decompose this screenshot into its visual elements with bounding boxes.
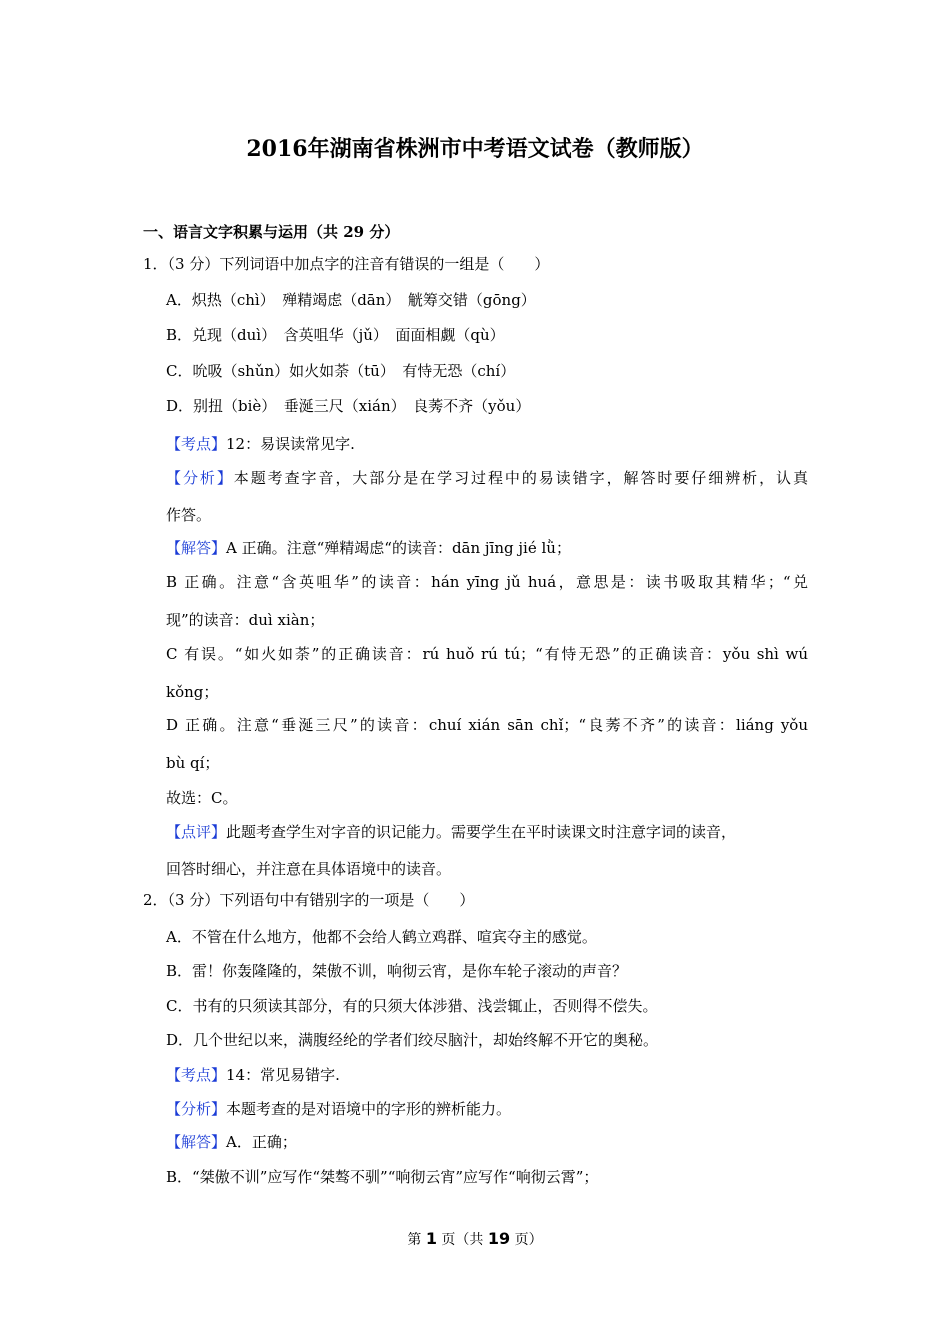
q2-kaodian — [166, 1062, 340, 1088]
page-title: 2016年湖南省株洲市中考语文试卷（教师版） — [246, 136, 704, 162]
q1-jieda-line2: B 正确。注意“含英咀华”的读音：hán yīng jǔ huá，意思是：读书吸取其精华；“兑 — [166, 573, 808, 591]
q1-option-b: B．兑现（duì） 含英咀华（jǔ） 面面相觑（qù） — [166, 326, 505, 344]
kaodian-tag: 【考点】 — [166, 1066, 227, 1084]
footer-middle: 页（共 — [436, 1232, 488, 1248]
q1-jieda-line5: kǒng； — [166, 683, 219, 701]
q2-option-b: B．雷！你轰隆隆的，桀傲不训，响彻云宵，是你车轮子滚动的声音？ — [166, 962, 628, 980]
q2-jieda — [166, 1129, 297, 1155]
q1-dianping-cont: 回答时细心，并注意在具体语境中的读音。 — [166, 860, 452, 878]
q1-stem: 1．（3 分）下列词语中加点字的注音有错误的一组是（ ） — [143, 255, 550, 273]
q1-jieda-line7: bù qí； — [166, 754, 220, 772]
q2-option-c: C．书有的只须读其部分，有的只须大体涉猎、浅尝辄止，否则得不偿失。 — [166, 997, 658, 1015]
q1-option-c: C．吮吸（shǔn）如火如荼（tū） 有恃无恐（chí） — [166, 362, 516, 380]
page-footer — [0, 1226, 950, 1253]
dianping-tag: 【点评】 — [166, 823, 227, 841]
jieda-tag: 【解答】 — [166, 539, 227, 557]
q2-fenxi — [166, 1096, 511, 1122]
fenxi-text: 本题考查的是对语境中的字形的辨析能力。 — [226, 1100, 512, 1118]
footer-prefix: 第 — [407, 1232, 426, 1248]
footer-suffix: 页） — [510, 1232, 543, 1248]
q2-jieda-line2: B．“桀傲不训”应写作“桀骜不驯”“响彻云宵”应写作“响彻云霄”； — [166, 1168, 599, 1186]
fenxi-tag: 【分析】 — [166, 469, 234, 487]
q1-answer: 故选：C。 — [166, 789, 238, 807]
q1-fenxi-cont: 作答。 — [166, 506, 212, 524]
q1-jieda-line4: C 有误。“如火如荼”的正确读音：rú huǒ rú tú；“有恃无恐”的正确读音：yǒu shì wú — [166, 645, 808, 663]
dianping-text: 此题考查学生对字音的识记能力。需要学生在平时读课文时注意字词的读音， — [226, 823, 737, 841]
q1-jieda — [166, 535, 571, 561]
q1-dianping — [166, 819, 736, 845]
q2-stem: 2．（3 分）下列语句中有错别字的一项是（ ） — [143, 891, 475, 909]
q1-fenxi — [166, 465, 808, 491]
q2-option-a: A．不管在什么地方，他都不会给人鹤立鸡群、喧宾夺主的感觉。 — [166, 928, 597, 946]
fenxi-tag: 【分析】 — [166, 1100, 227, 1118]
jieda-tag: 【解答】 — [166, 1133, 227, 1151]
q1-option-a: A．炽热（chì） 殚精竭虑（dān） 觥筹交错（gōng） — [166, 291, 536, 309]
q1-option-d: D．别扭（biè） 垂涎三尺（xián） 良莠不齐（yǒu） — [166, 397, 531, 415]
page-number: 1 — [425, 1229, 437, 1248]
q1-jieda-line3: 现”的读音：duì xiàn； — [166, 611, 325, 629]
q1-kaodian — [166, 431, 355, 457]
kaodian-tag: 【考点】 — [166, 435, 227, 453]
page-total: 19 — [487, 1229, 511, 1248]
jieda-text: A 正确。注意“殚精竭虑“的读音：dān jīng jié lǜ； — [226, 539, 571, 557]
kaodian-text: 12：易误读常见字. — [226, 435, 355, 453]
section-heading: 一、语言文字积累与运用（共 29 分） — [143, 223, 400, 241]
fenxi-text: 本题考查字音，大部分是在学习过程中的易读错字，解答时要仔细辨析，认真 — [233, 469, 808, 487]
jieda-text: A．正确； — [226, 1133, 297, 1151]
q1-jieda-line6: D 正确。注意“垂涎三尺”的读音：chuí xián sān chǐ；“良莠不齐”的读音：liáng yǒu — [166, 716, 808, 734]
kaodian-text: 14：常见易错字. — [226, 1066, 340, 1084]
q2-option-d: D．几个世纪以来，满腹经纶的学者们绞尽脑汁，却始终解不开它的奥秘。 — [166, 1031, 659, 1049]
